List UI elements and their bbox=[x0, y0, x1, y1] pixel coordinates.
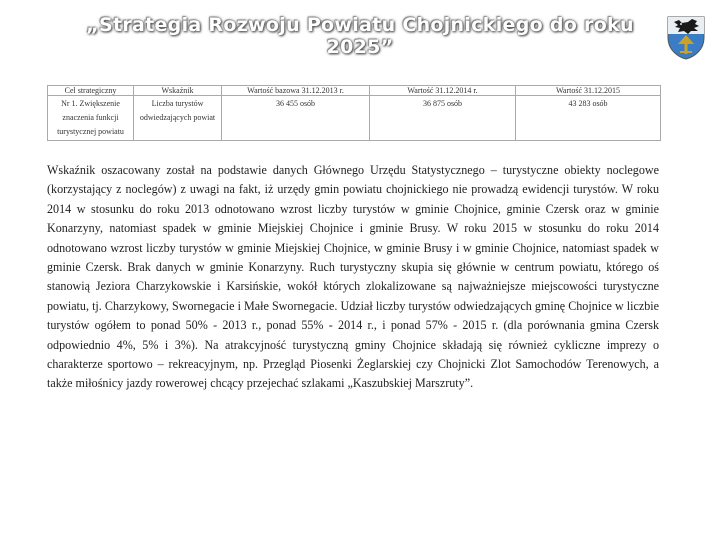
indicator-table bbox=[47, 85, 661, 141]
cell-indicator: Liczba turystów odwiedzających powiat bbox=[134, 96, 222, 141]
header-wartosc-2014: Wartość 31.12.2014 r. bbox=[370, 86, 516, 96]
header-cel-strategiczny: Cel strategiczny bbox=[48, 86, 134, 96]
griffin-crest-icon bbox=[664, 14, 708, 60]
header-wartosc-2015: Wartość 31.12.2015 bbox=[516, 86, 661, 96]
body-paragraph: Wskaźnik oszacowany został na podstawie danych Głównego Urzędu Statystycznego – turystyczne obiekty noclegowe (korzystający z noclegów) z uwagi na fakt, iż urzędy gmin powiatu chojnickiego nie prowadzą ewidencji turystów. W roku 2014 w stosunku do roku 2013 odnotowano wzrost liczby turystów w gminie Chojnice, gminie Czersk oraz w gminie Konarzyny, natomiast spadek w gminie Miejskiej Chojnice i gminie Brusy. W roku 2015 w stosunku do roku 2014 odnotowano wzrost liczby turystów w gminie Miejskiej Chojnice, w gminie Brusy i w gminie Chojnice, natomiast spadek w gminie Czersk. Brak danych w gminie Konarzyny. Ruch turystyczny skupia się głównie w centrum powiatu, którego oś stanowią Jeziora Charzykowskie i Karsińskie, wokół których zlokalizowane są najważniejsze miejscowości turystyczne powiatu, tj. Charzykowy, Swornegacie i Małe Swornegacie. Udział liczby turystów odwiedzających gminę Chojnice w liczbie turystów ogółem to ponad 50% - 2013 r., ponad 55% - 2014 r., i ponad 57% - 2015 r. (dla porównania gmina Czersk odpowiednio 4%, 5% i 3%). Na atrakcyjność turystyczną gminy Chojnice składają się również cykliczne imprezy o charakterze sportowo – rekreacyjnym, np. Przegląd Piosenki Żeglarskiej czy Chojnicki Zlot Samochodów Terenowych, a także miłośnicy jazdy rowerowej chcący przejechać szlakami „Kaszubskiej Marszruty”. bbox=[47, 163, 659, 391]
header-wartosc-2013: Wartość bazowa 31.12.2013 r. bbox=[222, 86, 370, 96]
table-header-row bbox=[48, 86, 661, 96]
cell-value-2014: 36 875 osób bbox=[370, 96, 516, 141]
cell-value-2013: 36 455 osób bbox=[222, 96, 370, 141]
page-title: „Strategia Rozwoju Powiatu Chojnickiego do roku 2025” bbox=[86, 14, 634, 58]
table-row bbox=[48, 96, 661, 141]
cell-value-2015: 43 283 osób bbox=[516, 96, 661, 141]
cell-goal: Nr 1. Zwiększenie znaczenia funkcji turystycznej powiatu bbox=[48, 96, 134, 141]
header-wskaznik: Wskaźnik bbox=[134, 86, 222, 96]
